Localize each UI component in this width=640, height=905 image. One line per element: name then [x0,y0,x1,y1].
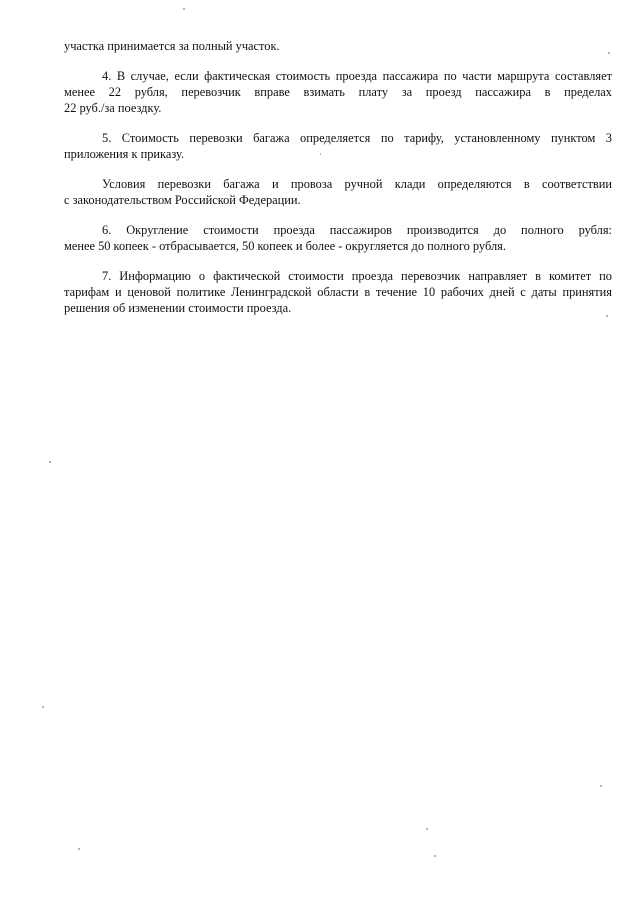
paragraph-item-5 [64,130,612,162]
paragraph-baggage-conditions [64,176,612,208]
scan-speck [606,315,608,317]
text-line: 4. В случае, если фактическая стоимость проезда пассажира по части маршрута составляет [102,69,612,83]
text-line: решения об изменении стоимости проезда. [64,301,292,315]
scan-speck [183,8,185,10]
text-line: приложения к приказу. [64,147,185,161]
scan-speck [600,785,602,787]
text-line: 7. Информацию о фактической стоимости проезда перевозчик направляет в комитет по [102,269,612,283]
scan-speck [42,706,44,708]
scan-speck [426,828,428,830]
scan-speck [320,153,321,155]
text-line: участка принимается за полный участок. [64,39,280,53]
scan-speck [608,52,610,54]
scan-speck [434,855,436,857]
paragraph-item-4 [64,68,612,116]
text-line: тарифам и ценовой политике Ленинградской области в течение 10 рабочих дней с даты принятия [64,285,612,299]
text-line: 6. Округление стоимости проезда пассажиров производится до полного рубля: [102,223,612,237]
text-line: с законодательством Российской Федерации. [64,193,301,207]
text-line: 5. Стоимость перевозки багажа определяется по тарифу, установленному пунктом 3 [102,131,612,145]
text-line: менее 50 копеек - отбрасывается, 50 копеек и более - округляется до полного рубля. [64,239,506,253]
scan-speck [78,848,80,850]
text-line: 22 руб./за поездку. [64,101,162,115]
document-body [64,38,612,330]
text-line: Условия перевозки багажа и провоза ручной клади определяются в соответствии [102,177,612,191]
paragraph-item-6 [64,222,612,254]
paragraph-continuation [64,38,612,54]
paragraph-item-7 [64,268,612,316]
text-line: менее 22 рубля, перевозчик вправе взимать плату за проезд пассажира в пределах [64,85,612,99]
scan-speck [49,461,51,463]
